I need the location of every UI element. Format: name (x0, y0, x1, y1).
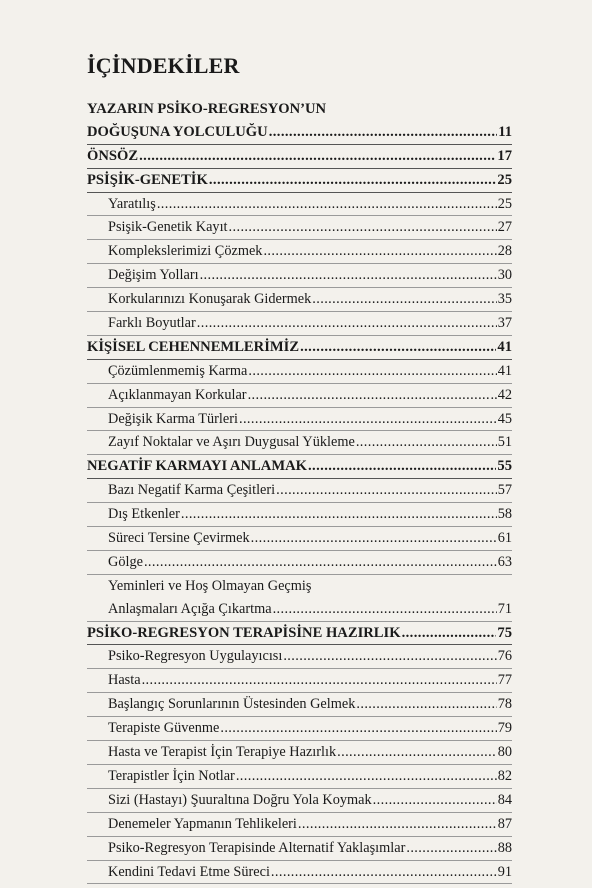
toc-entry-label: Farklı Boyutlar (108, 315, 196, 332)
dot-leader (248, 384, 490, 407)
dot-leader (139, 145, 496, 168)
toc-entry-label: Denemeler Yapmanın Tehlikeleri (108, 815, 297, 832)
toc-entry-label: DOĞUŞUNA YOLCULUĞU (87, 123, 268, 140)
dot-leader (298, 813, 497, 836)
toc-entry-label: Zayıf Noktalar ve Aşırı Duygusal Yükleme (108, 434, 355, 451)
toc-page-number: 61 (497, 530, 512, 547)
toc-section-entry (87, 503, 512, 527)
toc-entry-label: Korkularınızı Konuşarak Gidermek (108, 291, 312, 308)
toc-section-entry (87, 669, 512, 693)
toc-page-number: 25 (497, 171, 512, 188)
toc-entry-label: NEGATİF KARMAYI ANLAMAK (87, 458, 307, 475)
toc-page-number: 17 (497, 147, 512, 164)
toc-entry-label: Sizi (Hastayı) Şuuraltına Doğru Yola Koymak (108, 791, 372, 808)
toc-title: İÇİNDEKİLER (87, 53, 240, 78)
toc-page-number: 77 (497, 672, 512, 689)
toc-section-entry (87, 765, 512, 789)
toc-section-entry (87, 551, 512, 575)
toc-section-entry (87, 312, 512, 336)
toc-page-number: 28 (497, 243, 512, 260)
dot-leader (337, 741, 497, 764)
toc-page-number: 45 (497, 410, 512, 427)
dot-leader (373, 789, 497, 812)
toc-chapter-entry (87, 455, 512, 479)
toc-section-entry (87, 693, 512, 717)
toc-entry-label: Dış Etkenler (108, 506, 180, 523)
toc-page-number: 76 (497, 648, 512, 665)
toc-page-number: 80 (497, 744, 512, 761)
toc-page-number: ..42 (490, 386, 512, 403)
toc-entry-label: Terapistler İçin Notlar (108, 767, 235, 784)
toc-section-entry (87, 598, 512, 622)
dot-leader (402, 622, 497, 645)
toc-page-number: 88 (497, 839, 512, 856)
toc-section-entry (87, 861, 512, 885)
toc-chapter-entry (87, 622, 512, 646)
toc-page-number: 37 (497, 315, 512, 332)
toc-page-number: 75 (497, 624, 512, 641)
dot-leader (308, 455, 496, 478)
toc-entry-label: Hasta ve Terapist İçin Terapiye Hazırlık (108, 744, 337, 761)
toc-entry-label: Yaratılış (108, 195, 156, 212)
toc-section-entry (87, 741, 512, 765)
dot-leader (312, 288, 496, 311)
dot-leader (197, 312, 497, 335)
dot-leader (356, 693, 496, 716)
toc-entry-label: KİŞİSEL CEHENNEMLERİMİZ (87, 338, 300, 355)
toc-section-entry (87, 240, 512, 264)
toc-entry-label: ÖNSÖZ (87, 147, 139, 164)
dot-leader (239, 408, 497, 431)
toc-section-entry (87, 360, 512, 384)
toc-page-number: 71 (497, 600, 512, 617)
dot-leader (209, 169, 497, 192)
toc-page-number: 84 (497, 791, 512, 808)
toc-entry-label: Süreci Tersine Çevirmek (108, 530, 250, 547)
toc-entry-label: PSİŞİK-GENETİK (87, 171, 208, 188)
toc-entry-label: Psiko-Regresyon Uygulayıcısı (108, 648, 283, 665)
toc-page-number: 78 (497, 696, 512, 713)
dot-leader (181, 503, 497, 526)
toc-section-entry (87, 813, 512, 837)
toc-section-entry (87, 288, 512, 312)
toc-chapter-entry (87, 336, 512, 360)
toc-section-entry (87, 717, 512, 741)
toc-page-number: 55 (497, 458, 512, 475)
toc-entry-label: Bazı Negatif Karma Çeşitleri (108, 482, 276, 499)
dot-leader (271, 861, 497, 884)
toc-page-number: 41 (497, 362, 512, 379)
toc-entry-label: PSİKO-REGRESYON TERAPİSİNE HAZIRLIK (87, 624, 401, 641)
dot-leader (356, 431, 497, 454)
dot-leader (220, 717, 496, 740)
toc-section-entry (87, 837, 512, 861)
toc-entry-label: YAZARIN PSİKO-REGRESYON’UN (87, 101, 327, 117)
toc-entry-first-line (87, 575, 512, 598)
dot-leader (406, 837, 496, 860)
toc-entry-label: Psiko-Regresyon Terapisinde Alternatif Yaklaşımlar (108, 839, 406, 856)
toc-entry-label: Çözümlenmemiş Karma (108, 362, 248, 379)
dot-leader (248, 360, 496, 383)
toc-entry-label: Değişik Karma Türleri (108, 410, 238, 427)
toc-section-entry (87, 384, 512, 408)
toc-entry-first-line (87, 98, 512, 121)
toc-page-number: 58 (497, 506, 512, 523)
toc-entry-label: Terapiste Güvenme (108, 720, 220, 737)
dot-leader (251, 527, 497, 550)
toc-page-number: 91 (497, 863, 512, 880)
toc-entry-label: Açıklanmayan Korkular (108, 386, 247, 403)
toc-page-number: 51 (497, 434, 512, 451)
toc-chapter-entry (87, 169, 512, 193)
toc-section-entry (87, 264, 512, 288)
toc-page-number: 27 (497, 219, 512, 236)
toc-section-entry (87, 645, 512, 669)
toc-page-number: 11 (498, 123, 512, 140)
toc-section-entry (87, 193, 512, 217)
toc-page-number: 41 (497, 338, 512, 355)
toc-chapter-entry (87, 121, 512, 145)
table-of-contents (87, 98, 512, 884)
toc-entry-label: Psişik-Genetik Kayıt (108, 219, 228, 236)
dot-leader (144, 551, 497, 574)
toc-section-entry (87, 408, 512, 432)
toc-page-number: 30 (497, 267, 512, 284)
toc-entry-label: Değişim Yolları (108, 267, 199, 284)
toc-section-entry (87, 527, 512, 551)
toc-chapter-entry (87, 145, 512, 169)
toc-entry-label: Yeminleri ve Hoş Olmayan Geçmiş (108, 577, 312, 594)
toc-section-entry (87, 216, 512, 240)
toc-entry-label: Anlaşmaları Açığa Çıkartma (108, 600, 272, 617)
toc-page-number: 79 (497, 720, 512, 737)
dot-leader (200, 264, 497, 287)
toc-page-number: 87 (497, 815, 512, 832)
dot-leader (273, 598, 497, 621)
dot-leader (300, 336, 496, 359)
toc-page-number: 35 (497, 291, 512, 308)
dot-leader (283, 645, 496, 668)
toc-page-number: 82 (497, 767, 512, 784)
toc-entry-label: Başlangıç Sorunlarının Üstesinden Gelmek (108, 696, 356, 713)
toc-section-entry (87, 431, 512, 455)
dot-leader (142, 669, 497, 692)
dot-leader (157, 193, 497, 216)
dot-leader (229, 216, 497, 239)
dot-leader (269, 121, 498, 144)
toc-section-entry (87, 479, 512, 503)
toc-page-number: 63 (497, 553, 512, 570)
dot-leader (263, 240, 496, 263)
toc-page-number: 25 (497, 195, 512, 212)
dot-leader (236, 765, 497, 788)
toc-section-entry (87, 789, 512, 813)
toc-entry-label: Kendini Tedavi Etme Süreci (108, 863, 270, 880)
toc-entry-label: Hasta (108, 672, 141, 689)
toc-page-number: 57 (497, 482, 512, 499)
toc-entry-label: Gölge (108, 553, 143, 570)
dot-leader (276, 479, 497, 502)
toc-entry-label: Komplekslerimizi Çözmek (108, 243, 263, 260)
